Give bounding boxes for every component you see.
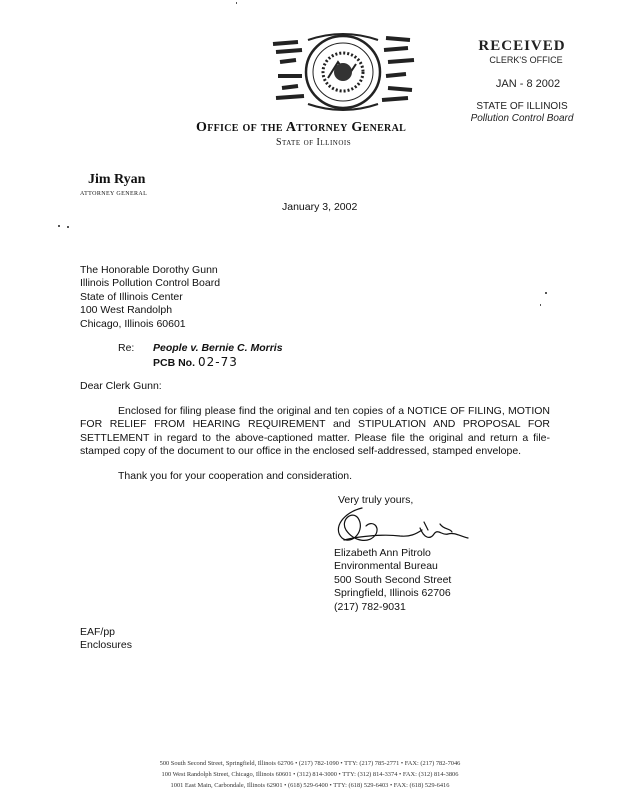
initials: EAF/pp [80,626,116,638]
scan-speck [545,292,547,294]
re-pcb-number [153,356,238,370]
addressee-block [80,264,220,331]
stamp-clerks-office: CLERK'S OFFICE [489,55,563,65]
re-case-name: People v. Bernie C. Morris [153,342,283,354]
re-label: Re: [118,342,135,354]
office-title: Office of the Attorney General [196,120,407,135]
thanks-line: Thank you for your cooperation and consideration. [118,470,353,482]
signer-bureau: Environmental Bureau [334,560,438,573]
stamp-received: RECEIVED [478,38,566,54]
signature-block [334,547,451,614]
stamp-state: STATE OF ILLINOIS [476,101,568,112]
scan-speck [540,304,541,306]
state-seal-logo [268,32,418,112]
body-paragraph: Enclosed for filing please find the original and ten copies of a NOTICE OF FILING, MOTION FOR RELIEF FROM HEARING REQUIREMENT and STIPULATION AND PROPOSAL FOR SETTLEMENT in regard to the above-captioned matter. Please file the original and return a file-stamped copy of the document to our office in the enclosed self-addressed, stamped envelope. [80,405,550,458]
enclosures: Enclosures [80,639,132,651]
addressee-line: 100 West Randolph [80,304,173,317]
addressee-line: Chicago, Illinois 60601 [80,317,186,330]
attorney-general-name: Jim Ryan [88,172,146,187]
scan-speck [67,226,69,228]
signer-street: 500 South Second Street [334,573,452,586]
handwritten-signature [324,500,474,552]
footer-carbondale: 1001 East Main, Carbondale, Illinois 62901 • (618) 529-6400 • TTY: (618) 529-6403 • FAX: (618) 529-6416 [170,782,450,789]
addressee-line: Illinois Pollution Control Board [80,277,221,290]
scan-speck [58,225,60,227]
signer-city: Springfield, Illinois 62706 [334,587,451,600]
stamp-date: JAN - 8 2002 [495,78,561,90]
pcb-label: PCB No. [153,357,195,369]
closing: Very truly yours, [338,494,414,506]
salutation: Dear Clerk Gunn: [80,380,162,392]
addressee-line: State of Illinois Center [80,290,183,303]
footer-springfield: 500 South Second Street, Springfield, Illinois 62706 • (217) 782-1090 • TTY: (217) 785-2771 • FAX: (217) 782-7046 [159,760,461,767]
footer-chicago: 100 West Randolph Street, Chicago, Illinois 60601 • (312) 814-3000 • TTY: (312) 814-3374 • FAX: (312) 814-3806 [161,771,459,778]
letter-date: January 3, 2002 [282,201,358,213]
signer-phone: (217) 782-9031 [334,600,406,613]
stamp-board: Pollution Control Board [470,113,574,124]
addressee-line: The Honorable Dorothy Gunn [80,264,218,276]
attorney-general-title: ATTORNEY GENERAL [80,191,148,197]
signer-name: Elizabeth Ann Pitrolo [334,547,431,559]
pcb-number-handwritten: 02-73 [198,355,238,369]
office-state: State of Illinois [276,137,352,148]
scan-speck [236,2,237,4]
